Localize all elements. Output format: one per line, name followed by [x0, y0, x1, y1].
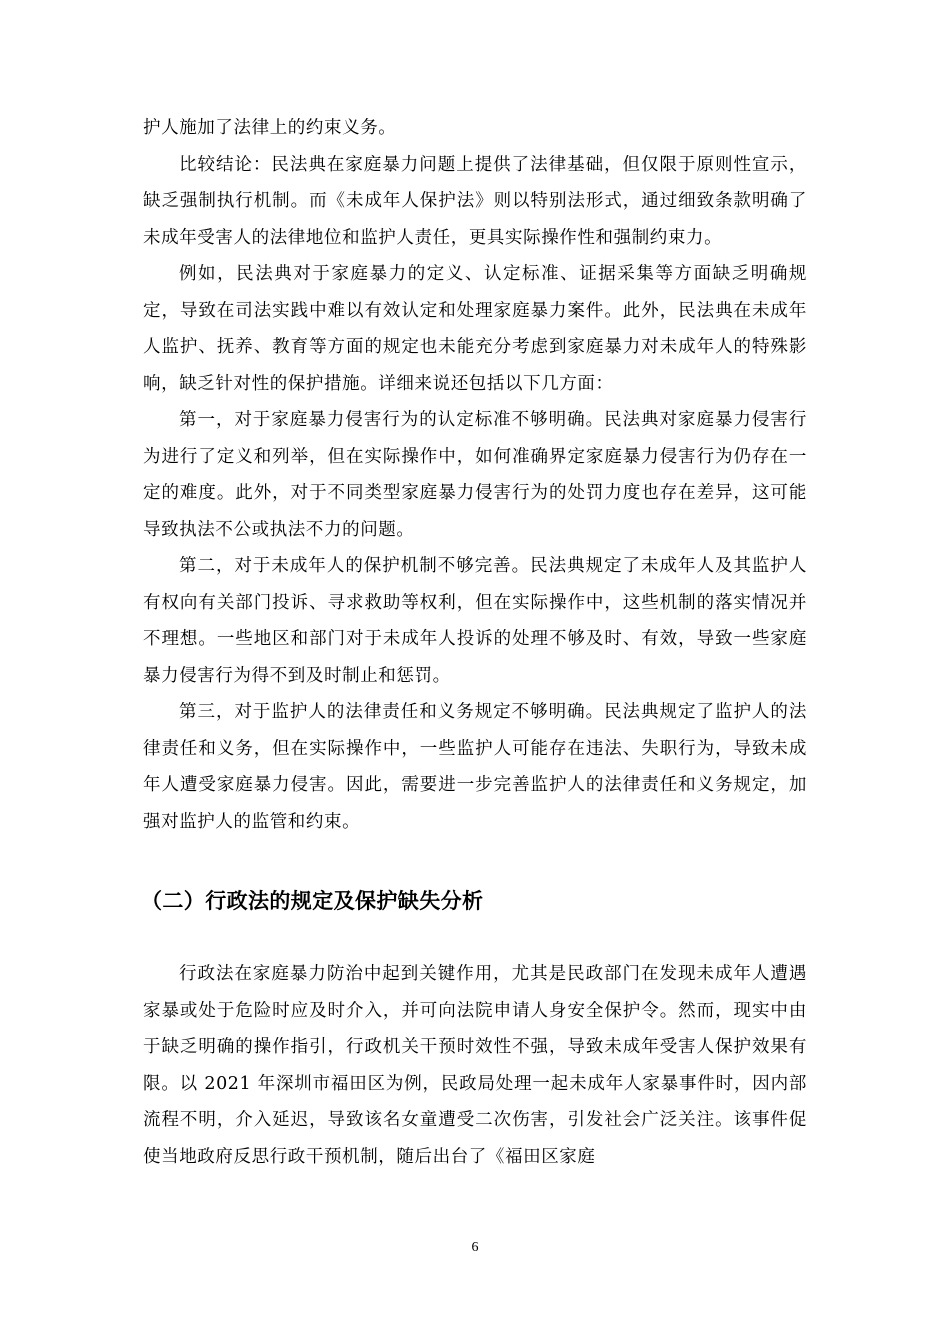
section-heading: （二）行政法的规定及保护缺失分析: [141, 889, 484, 913]
paragraph-comparison-conclusion: 比较结论：民法典在家庭暴力问题上提供了法律基础，但仅限于原则性宣示，缺乏强制执行机制。而《未成年人保护法》则以特别法形式，通过细致条款明确了未成年受害人的法律地位和监护人责任，更具实际操作性和强制约束力。: [143, 154, 807, 248]
paragraph-example: 例如，民法典对于家庭暴力的定义、认定标准、证据采集等方面缺乏明确规定，导致在司法实践中难以有效认定和处理家庭暴力案件。此外，民法典在未成年人监护、抚养、教育等方面的规定也未能充分考虑到家庭暴力对未成年人的特殊影响，缺乏针对性的保护措施。详细来说还包括以下几方面：: [143, 264, 807, 394]
paragraph-continuation: 护人施加了法律上的约束义务。: [143, 118, 397, 138]
paragraph-point-one: 第一，对于家庭暴力侵害行为的认定标准不够明确。民法典对家庭暴力侵害行为进行了定义和列举，但在实际操作中，如何准确界定家庭暴力侵害行为仍存在一定的难度。此外，对于不同类型家庭暴力侵害行为的处罚力度也存在差异，这可能导致执法不公或执法不力的问题。: [143, 410, 807, 540]
page-body: [143, 110, 807, 1175]
page-number: 6: [471, 1240, 479, 1255]
paragraph-point-two: 第二，对于未成年人的保护机制不够完善。民法典规定了未成年人及其监护人有权向有关部门投诉、寻求救助等权利，但在实际操作中，这些机制的落实情况并不理想。一些地区和部门对于未成年人投诉的处理不够及时、有效，导致一些家庭暴力侵害行为得不到及时制止和惩罚。: [143, 556, 807, 686]
paragraph-point-three: 第三，对于监护人的法律责任和义务规定不够明确。民法典规定了监护人的法律责任和义务，但在实际操作中，一些监护人可能存在违法、失职行为，导致未成年人遭受家庭暴力侵害。因此，需要进一步完善监护人的法律责任和义务规定，加强对监护人的监管和约束。: [143, 702, 807, 832]
paragraph-administrative-law: 行政法在家庭暴力防治中起到关键作用，尤其是民政部门在发现未成年人遭遇家暴或处于危险时应及时介入，并可向法院申请人身安全保护令。然而，现实中由于缺乏明确的操作指引，行政机关干预时效性不强，导致未成年受害人保护效果有限。以 2021 年深圳市福田区为例，民政局处理一起未成年人家暴事件时，因内部流程不明，介入延迟，导致该名女童遭受二次伤害，引发社会广泛关注。该事件促使当地政府反思行政干预机制，随后出台了《福田区家庭: [143, 964, 807, 1167]
